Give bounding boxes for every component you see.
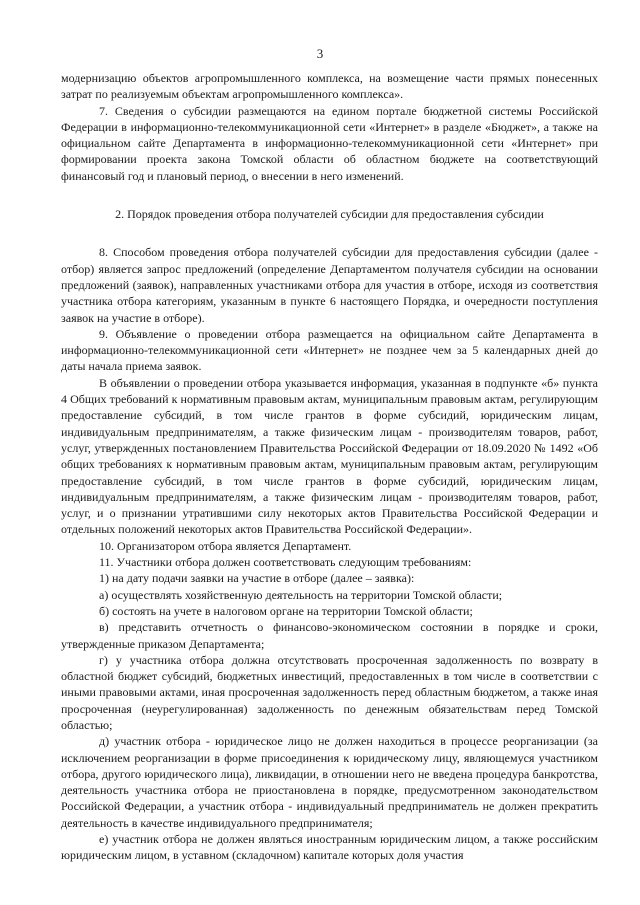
paragraph-9-announcement: В объявлении о проведении отбора указывается информация, указанная в подпункте «б» пункта 4 Общих требований к нормативным правовым актам, муниципальным правовым актам, регулирующим предоставление субсидий, в том числе грантов в форме субсидий, юридическим лицам, индивидуальным предпринимателям, а также физическим лицам - производителям товаров, работ, услуг, утвержденных постановлением Правительства Российской Федерации от 18.09.2020 № 1492 «Об общих требованиях к нормативным правовым актам, муниципальным правовым актам, регулирующим предоставление субсидий, в том числе грантов в форме субсидий, юридическим лицам, индивидуальным предпринимателям, а также физическим лицам - производителям товаров, работ, услуг, и о признании утратившими силу некоторых актов Правительства Российской Федерации и отдельных положений некоторых актов Правительства Российской Федерации». [61, 375, 598, 537]
paragraph-11-v: в) представить отчетность о финансово-экономическом состоянии в порядке и сроки, утвержденные приказом Департамента; [61, 620, 598, 651]
paragraph-11-d: д) участник отбора - юридическое лицо не должен находиться в процессе реорганизации (за исключением реорганизации в форме присоединения к юридическому лицу, являющемуся участником отбора, другого юридического лица), ликвидации, в отношении него не введена процедура банкротства, деятельность участника отбора не приостановлена в порядке, предусмотренном законодательством Российской Федерации, а участник отбора - индивидуальный предприниматель не должен прекратить деятельность в качестве индивидуального предпринимателя; [61, 734, 598, 830]
spacer [61, 222, 598, 244]
paragraph-continuation: модернизацию объектов агропромышленного комплекса, на возмещение части прямых понесенных затрат по реализуемым объектам агропромышленного комплекса». [61, 71, 598, 102]
paragraph-11-1: 1) на дату подачи заявки на участие в отборе (далее – заявка): [99, 571, 415, 586]
paragraph-9: 9. Объявление о проведении отбора размещается на официальном сайте Департамента в информационно-телекоммуникационной сети «Интернет» не позднее чем за 5 календарных дней до даты начала приема заявок. [61, 326, 598, 374]
page-number: 3 [316, 46, 324, 61]
section-heading-2: 2. Порядок проведения отбора получателей субсидии для предоставления субсидии [115, 207, 544, 222]
document-body [61, 70, 598, 864]
paragraph-11-g: г) у участника отбора должна отсутствовать просроченная задолженность по возврату в областной бюджет субсидий, бюджетных инвестиций, предоставленных в том числе в соответствии с иными правовыми актами, иная просроченная задолженность перед областным бюджетом, а также иная просроченная (неурегулированная) задолженность по денежным обязательствам перед Томской областью; [61, 652, 598, 732]
paragraph-8: 8. Способом проведения отбора получателей субсидии для предоставления субсидии (далее - отбор) является запрос предложений (определение Департаментом получателя субсидии на основании предложений (заявок), направленных участниками отбора для участия в отборе, исходя из соответствия участника отбора категориям, указанным в пункте 6 настоящего Порядка, и очередности поступления заявок на участие в отборе). [61, 245, 598, 325]
paragraph-7: 7. Сведения о субсидии размещаются на едином портале бюджетной системы Российской Федерации в информационно-телекоммуникационной сети «Интернет» в разделе «Бюджет», а также на официальном сайте Департамента в информационно-телекоммуникационной сети «Интернет» при формировании проекта закона Томской области об областном бюджете на соответствующий финансовый год и плановый период, о внесении в него изменений. [61, 103, 598, 183]
paragraph-10: 10. Организатором отбора является Департамент. [99, 538, 352, 553]
spacer [61, 184, 598, 206]
paragraph-11-e: е) участник отбора не должен являться иностранным юридическим лицом, а также российским юридическим лицом, в уставном (складочном) капитале которых доля участия [61, 832, 598, 863]
paragraph-11-b: б) состоять на учете в налоговом органе на территории Томской области; [99, 603, 473, 618]
paragraph-11: 11. Участники отбора должен соответствовать следующим требованиям: [99, 555, 472, 570]
paragraph-11-a: а) осуществлять хозяйственную деятельность на территории Томской области; [99, 587, 503, 602]
